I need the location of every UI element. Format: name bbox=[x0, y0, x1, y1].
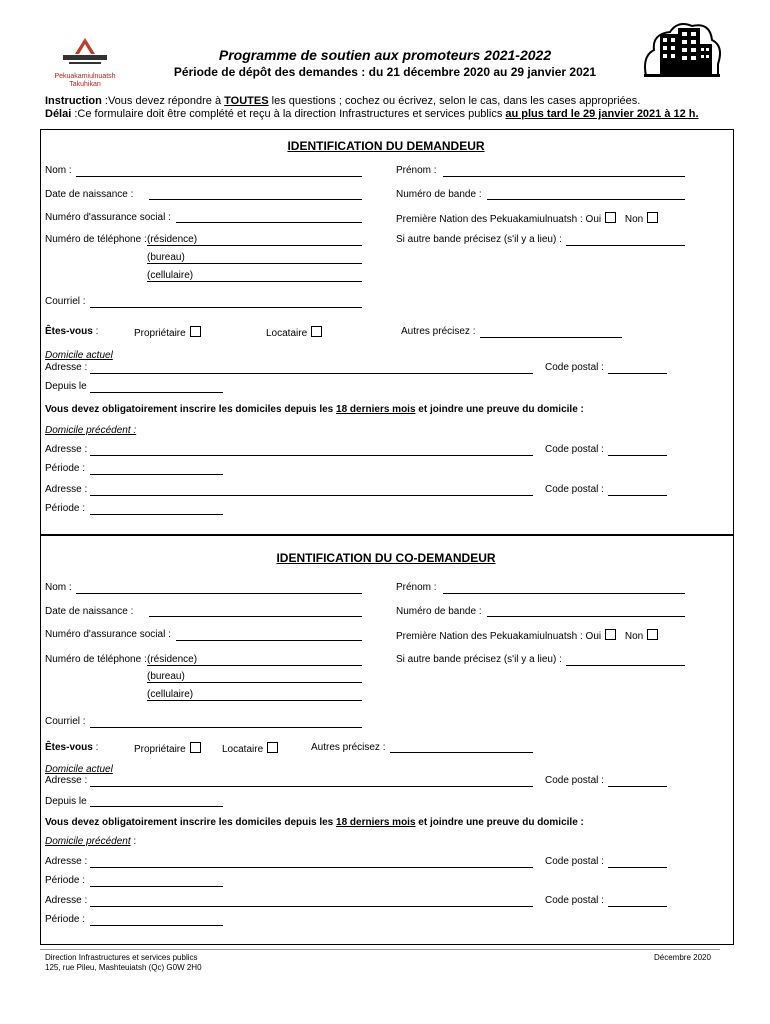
co-numero-bande-field[interactable] bbox=[487, 616, 685, 617]
co-periode-2-field[interactable] bbox=[90, 925, 223, 926]
label-cellulaire: (cellulaire) bbox=[147, 270, 194, 281]
co-label-code-postal-prec-2: Code postal : bbox=[545, 895, 604, 906]
co-prenom-field[interactable] bbox=[443, 593, 685, 594]
prenom-field[interactable] bbox=[443, 176, 685, 177]
co-label-autres: Autres précisez : bbox=[311, 742, 386, 753]
label-date-naissance: Date de naissance : bbox=[45, 189, 134, 200]
label-autres: Autres précisez : bbox=[401, 326, 476, 337]
autre-bande-field[interactable] bbox=[566, 245, 685, 246]
nom-field[interactable] bbox=[76, 176, 362, 177]
adresse-prec-2-field[interactable] bbox=[90, 495, 533, 496]
co-proprietaire-checkbox[interactable] bbox=[190, 742, 201, 753]
co-obligation-notice: Vous devez obligatoirement inscrire les domiciles depuis les 18 derniers mois et joindre une preuve du domicile : bbox=[45, 817, 584, 828]
co-label-telephone: Numéro de téléphone : bbox=[45, 654, 147, 665]
footer-address: 125, rue Pileu, Mashteuiatsh (Qc) G0W 2H0 bbox=[45, 963, 202, 972]
co-label-periode-1: Période : bbox=[45, 875, 86, 886]
co-depuis-field[interactable] bbox=[90, 806, 223, 807]
proprietaire-option: Propriétaire bbox=[134, 326, 201, 339]
delai-line bbox=[45, 108, 699, 120]
co-nom-field[interactable] bbox=[76, 593, 362, 594]
co-label-adresse-prec-2: Adresse : bbox=[45, 895, 88, 906]
label-bureau: (bureau) bbox=[147, 252, 185, 263]
proprietaire-checkbox[interactable] bbox=[190, 326, 201, 337]
domicile-actuel-label: Domicile actuel bbox=[45, 350, 113, 361]
code-postal-prec-2-field[interactable] bbox=[608, 495, 667, 496]
locataire-option: Locataire bbox=[266, 326, 322, 339]
co-label-non: Non bbox=[624, 631, 644, 642]
label-depuis: Depuis le bbox=[45, 381, 87, 392]
co-date-naissance-field[interactable] bbox=[149, 616, 362, 617]
co-label-nom: Nom : bbox=[45, 582, 72, 593]
co-label-periode-2: Période : bbox=[45, 914, 86, 925]
co-non-checkbox[interactable] bbox=[647, 629, 658, 640]
adresse-prec-1-field[interactable] bbox=[90, 455, 533, 456]
label-premiere-nation: Première Nation des Pekuakamiulnuatsh : Oui bbox=[396, 214, 602, 225]
co-label-residence: (résidence) bbox=[147, 654, 198, 665]
co-label-cellulaire: (cellulaire) bbox=[147, 689, 194, 700]
page-subtitle: Période de dépôt des demandes : du 21 décembre 2020 au 29 janvier 2021 bbox=[173, 65, 597, 79]
label-prenom: Prénom : bbox=[396, 165, 437, 176]
non-checkbox[interactable] bbox=[647, 212, 658, 223]
code-postal-actuel-field[interactable] bbox=[608, 373, 667, 374]
section-demandeur-title: IDENTIFICATION DU DEMANDEUR bbox=[287, 139, 485, 153]
label-residence: (résidence) bbox=[147, 234, 198, 245]
co-label-courriel: Courriel : bbox=[45, 716, 86, 727]
co-adresse-actuelle-field[interactable] bbox=[90, 786, 533, 787]
etes-vous-label: Êtes-vous : bbox=[45, 326, 99, 337]
co-label-code-postal-actuel: Code postal : bbox=[545, 775, 604, 786]
co-label-numero-bande: Numéro de bande : bbox=[396, 606, 482, 617]
tel-bureau-field[interactable] bbox=[147, 263, 362, 264]
logo-text-2: Takuhikan bbox=[69, 81, 101, 88]
label-courriel: Courriel : bbox=[45, 296, 86, 307]
section-co-demandeur-title: IDENTIFICATION DU CO-DEMANDEUR bbox=[276, 551, 496, 565]
label-telephone: Numéro de téléphone : bbox=[45, 234, 147, 245]
label-autre-bande: Si autre bande précisez (s'il y a lieu) : bbox=[396, 234, 562, 245]
co-label-prenom: Prénom : bbox=[396, 582, 437, 593]
nas-field[interactable] bbox=[176, 222, 362, 223]
periode-1-field[interactable] bbox=[90, 474, 223, 475]
label-adresse-prec-1: Adresse : bbox=[45, 444, 88, 455]
footer-date: Décembre 2020 bbox=[654, 953, 711, 962]
label-code-postal-prec-2: Code postal : bbox=[545, 484, 604, 495]
co-adresse-prec-1-field[interactable] bbox=[90, 867, 533, 868]
page-title: Programme de soutien aux promoteurs 2021-2022 bbox=[218, 47, 552, 63]
periode-2-field[interactable] bbox=[90, 514, 223, 515]
delai-text: :Ce formulaire doit être complété et reçu à la direction Infrastructures et services publics bbox=[71, 108, 506, 120]
label-code-postal-actuel: Code postal : bbox=[545, 362, 604, 373]
co-label-nas: Numéro d'assurance social : bbox=[45, 629, 171, 640]
co-locataire-option: Locataire bbox=[222, 742, 278, 755]
footer-divider bbox=[40, 949, 720, 950]
logo-text-1: Pekuakamiulnuatsh bbox=[54, 73, 116, 80]
co-tel-cellulaire-field[interactable] bbox=[147, 700, 362, 701]
instruction-label: Instruction bbox=[45, 95, 102, 107]
co-code-postal-prec-2-field[interactable] bbox=[608, 906, 667, 907]
label-periode-2: Période : bbox=[45, 503, 86, 514]
domicile-precedent-label: Domicile précédent : bbox=[45, 425, 137, 436]
autres-field[interactable] bbox=[480, 337, 622, 338]
label-adresse-actuelle: Adresse : bbox=[45, 362, 88, 373]
label-code-postal-prec-1: Code postal : bbox=[545, 444, 604, 455]
co-label-adresse-prec-1: Adresse : bbox=[45, 856, 88, 867]
label-nas: Numéro d'assurance social : bbox=[45, 212, 171, 223]
co-label-premiere-nation: Première Nation des Pekuakamiulnuatsh : Oui bbox=[396, 631, 602, 642]
label-periode-1: Période : bbox=[45, 463, 86, 474]
delai-label: Délai bbox=[45, 108, 72, 120]
co-premiere-nation-row bbox=[396, 629, 658, 642]
co-tel-residence-field[interactable] bbox=[147, 665, 362, 666]
co-adresse-prec-2-field[interactable] bbox=[90, 906, 533, 907]
obligation-notice: Vous devez obligatoirement inscrire les domiciles depuis les 18 derniers mois et joindre une preuve du domicile : bbox=[45, 404, 584, 415]
co-label-bureau: (bureau) bbox=[147, 671, 185, 682]
co-oui-checkbox[interactable] bbox=[605, 629, 616, 640]
co-proprietaire-option: Propriétaire bbox=[134, 742, 201, 755]
co-autres-field[interactable] bbox=[390, 752, 533, 753]
co-label-adresse-actuelle: Adresse : bbox=[45, 775, 88, 786]
oui-checkbox[interactable] bbox=[605, 212, 616, 223]
numero-bande-field[interactable] bbox=[487, 199, 685, 200]
label-numero-bande: Numéro de bande : bbox=[396, 189, 482, 200]
tel-cellulaire-field[interactable] bbox=[147, 281, 362, 282]
co-label-code-postal-prec-1: Code postal : bbox=[545, 856, 604, 867]
premiere-nation-row bbox=[396, 212, 658, 225]
label-non: Non bbox=[624, 214, 644, 225]
co-domicile-precedent-label: Domicile précédent : bbox=[45, 836, 137, 847]
label-nom: Nom : bbox=[45, 165, 72, 176]
co-code-postal-prec-1-field[interactable] bbox=[608, 867, 667, 868]
co-code-postal-actuel-field[interactable] bbox=[608, 786, 667, 787]
co-nas-field[interactable] bbox=[176, 640, 362, 641]
buildings-icon bbox=[640, 16, 724, 85]
co-label-autre-bande: Si autre bande précisez (s'il y a lieu) : bbox=[396, 654, 562, 665]
instruction-text-1: :Vous devez répondre à bbox=[101, 95, 225, 107]
date-naissance-field[interactable] bbox=[149, 199, 362, 200]
adresse-actuelle-field[interactable] bbox=[90, 373, 533, 374]
courriel-field[interactable] bbox=[90, 307, 362, 308]
code-postal-prec-1-field[interactable] bbox=[608, 455, 667, 456]
co-etes-vous-label: Êtes-vous : bbox=[45, 742, 99, 753]
footer-org: Direction Infrastructures et services publics bbox=[45, 953, 198, 962]
co-courriel-field[interactable] bbox=[90, 727, 362, 728]
co-tel-bureau-field[interactable] bbox=[147, 682, 362, 683]
depuis-field[interactable] bbox=[90, 392, 223, 393]
co-label-date-naissance: Date de naissance : bbox=[45, 606, 134, 617]
co-domicile-actuel-label: Domicile actuel bbox=[45, 764, 113, 775]
section-co-demandeur bbox=[40, 535, 734, 945]
delai-deadline: au plus tard le 29 janvier 2021 à 12 h. bbox=[505, 108, 699, 120]
tel-residence-field[interactable] bbox=[147, 245, 362, 246]
co-label-depuis: Depuis le bbox=[45, 796, 87, 807]
co-autre-bande-field[interactable] bbox=[566, 665, 685, 666]
co-locataire-checkbox[interactable] bbox=[267, 742, 278, 753]
label-adresse-prec-2: Adresse : bbox=[45, 484, 88, 495]
instruction-line bbox=[45, 95, 640, 107]
co-periode-1-field[interactable] bbox=[90, 886, 223, 887]
locataire-checkbox[interactable] bbox=[311, 326, 322, 337]
instruction-text-2: les questions ; cochez ou écrivez, selon le cas, dans les cases appropriées. bbox=[268, 95, 641, 107]
instruction-emphasis: TOUTES bbox=[224, 95, 269, 107]
